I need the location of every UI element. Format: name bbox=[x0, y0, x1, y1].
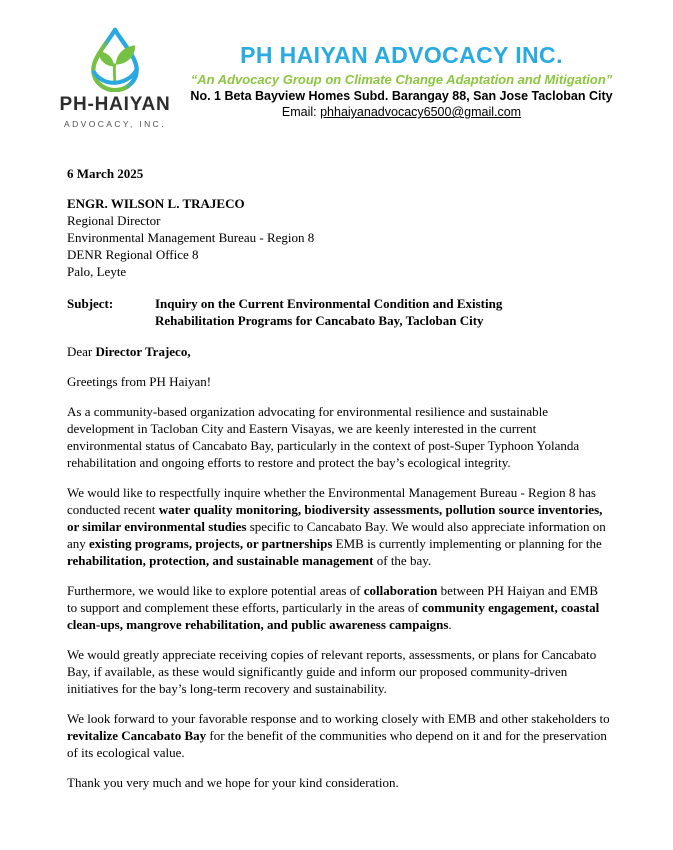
recipient-line: DENR Regional Office 8 bbox=[67, 247, 199, 262]
logo-wordmark: PH-HAIYAN bbox=[59, 94, 171, 115]
org-name: PH HAIYAN ADVOCACY INC. bbox=[240, 42, 563, 68]
subject-label: Subject: bbox=[67, 296, 114, 311]
org-address: No. 1 Beta Bayview Homes Subd. Barangay 88, San Jose Tacloban City bbox=[190, 89, 613, 103]
letter-date: 6 March 2025 bbox=[67, 166, 144, 181]
org-tagline: “An Advocacy Group on Climate Change Adaptation and Mitigation” bbox=[190, 72, 613, 87]
org-logo bbox=[52, 26, 178, 129]
subject-block bbox=[67, 295, 610, 329]
recipient-line: Palo, Leyte bbox=[67, 264, 127, 279]
paragraph-greeting: Greetings from PH Haiyan! bbox=[67, 374, 212, 389]
paragraph-closing: Thank you very much and we hope for your kind consideration. bbox=[67, 775, 399, 790]
recipient-line: Regional Director bbox=[67, 213, 161, 228]
salutation: Dear Director Trajeco, bbox=[67, 344, 191, 359]
paragraph: We look forward to your favorable response and to working closely with EMB and other stakeholders to revitalize Cancabato Bay for the benefit of the communities who depend on it and for the preservation of its ecological value. bbox=[67, 711, 610, 760]
paragraph: We would greatly appreciate receiving copies of relevant reports, assessments, or plans for Cancabato Bay, if available, as these would significantly guide and inform our proposed community-driven initiatives for the bay’s long-term recovery and sustainability. bbox=[67, 647, 597, 696]
org-email-link[interactable]: phhaiyanadvocacy6500@gmail.com bbox=[320, 105, 522, 119]
water-drop-sprout-icon bbox=[81, 26, 149, 92]
paragraph: As a community-based organization advocating for environmental resilience and sustainable development in Tacloban City and Eastern Visayas, we are keenly interested in the current environmental status of Cancabato Bay, particularly in the context of post-Super Typhoon Yolanda rehabilitation and ongoing efforts to restore and protect the bay’s ecological integrity. bbox=[67, 404, 580, 470]
recipient-line: Environmental Management Bureau - Region 8 bbox=[67, 230, 315, 245]
logo-subtext: ADVOCACY, INC. bbox=[64, 119, 166, 129]
subject-line: Rehabilitation Programs for Cancabato Bay, Tacloban City bbox=[155, 313, 484, 328]
paragraph: Furthermore, we would like to explore potential areas of collaboration between PH Haiyan and EMB to support and complement these efforts, particularly in the areas of community engagement, coastal clean-ups, mangrove rehabilitation, and public awareness campaigns. bbox=[67, 583, 600, 632]
org-email-line bbox=[178, 105, 625, 119]
letterhead bbox=[0, 0, 673, 129]
letter-content bbox=[0, 129, 673, 791]
recipient-name: ENGR. WILSON L. TRAJECO bbox=[67, 196, 245, 211]
subject-line: Inquiry on the Current Environmental Condition and Existing bbox=[155, 296, 503, 311]
recipient-block bbox=[67, 195, 610, 280]
letterhead-text bbox=[178, 26, 625, 129]
paragraph: We would like to respectfully inquire whether the Environmental Management Bureau - Region 8 has conducted recent water quality monitoring, biodiversity assessments, pollution source inventories, or similar environmental studies specific to Cancabato Bay. We would also appreciate information on any existing programs, projects, or partnerships EMB is currently implementing or planning for the rehabilitation, protection, and sustainable management of the bay. bbox=[67, 485, 606, 568]
email-label: Email: bbox=[281, 105, 321, 119]
subject-text bbox=[155, 295, 502, 329]
